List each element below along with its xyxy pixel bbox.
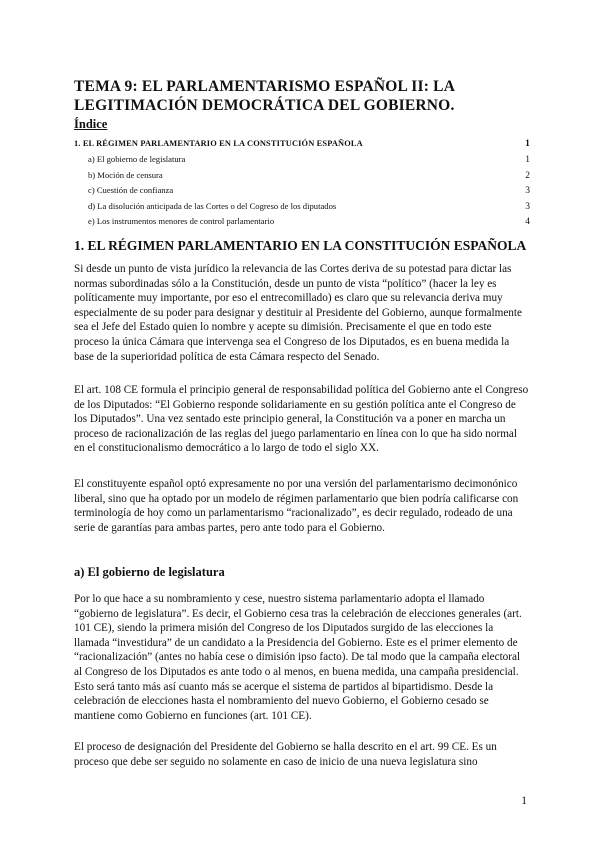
toc-entry[interactable] [74,136,530,152]
toc-entry-page: 1 [525,139,530,149]
body-paragraph: El constituyente español optó expresamente no por una versión del parlamentarismo decimonónico liberal, sino que ha optado por un modelo de régimen parlamentario que bien podría calificarse con terminología de hoy como un parlamentarismo “racionalizado”, es decir regulado, rodeado de una serie de garantías para ambas partes, pero ante todo para el Gobierno. [74,478,519,534]
document-title: TEMA 9: EL PARLAMENTARISMO ESPAÑOL II: LA LEGITIMACIÓN DEMOCRÁTICA DEL GOBIERNO. [74,78,455,114]
page-number: 1 [521,795,527,807]
toc-entry[interactable] [74,152,530,168]
toc-entry-page: 1 [525,155,530,165]
toc-entry[interactable] [74,214,530,230]
toc-entry-label: d) La disolución anticipada de las Cortes o del Cogreso de los diputados [88,200,337,211]
body-paragraph: El proceso de designación del Presidente del Gobierno se halla descrito en el art. 99 CE. Es un proceso que debe ser seguido no solamente en caso de inicio de una nueva legislatura sino [74,741,497,768]
section-heading: 1. EL RÉGIMEN PARLAMENTARIO EN LA CONSTITUCIÓN ESPAÑOLA [74,238,527,253]
toc-entry-label: b) Moción de censura [88,169,163,180]
toc-entry[interactable] [74,168,530,184]
toc-entry-page: 3 [525,186,530,197]
body-paragraph: Por lo que hace a su nombramiento y cese, nuestro sistema parlamentario adopta el llamado “gobierno de legislatura”. Es decir, el Gobierno cesa tras la celebración de elecciones generales (art. 101 CE), siendo la primera misión del Congreso de los Diputados surgido de las elecciones la llamada “investidura” de un candidato a la Presidencia del Gobierno. Este es el primer elemento de “racionalización” (antes no había cese o dimisión ipso facto). De tal modo que la campaña electoral al Congreso de los Diputados es ante todo o al menos, en buena medida, una campaña presidencial. Esto será tanto más así cuanto más se acerque el sistema de partidos al bipartidismo. Desde la celebración de elecciones hasta el nombramiento del nuevo Gobierno, el Gobierno cesado se mantiene como Gobierno en funciones (art. 101 CE). [74,593,522,722]
toc-entry-page: 2 [525,170,530,181]
body-paragraph: Si desde un punto de vista jurídico la relevancia de las Cortes deriva de su potestad para dictar las normas subordinadas sólo a la Constitución, desde un punto de vista “político” (hacer la ley es políticamente muy importante, por eso el entrecomillado) es claro que su relevancia deriva muy especialmente de su poder para designar y destituir al Presidente del Gobierno, aunque formalmente sea el Jefe del Estado quien lo nombre y acepte su dimisión. Precisamente el que en todo este proceso la única Cámara que intervenga sea el Congreso de los Diputados, es en buena medida la base de la superioridad política de esta Cámara respecto del Senado. [74,263,522,363]
toc-entry-label: c) Cuestión de confianza [88,185,174,196]
toc-entry-label: e) Los instrumentos menores de control parlamentario [88,216,275,227]
body-paragraph: El art. 108 CE formula el principio general de responsabilidad política del Gobierno ante el Congreso de los Diputados: “El Gobierno responde solidariamente en su gestión política ante el Congreso de los Diputados”. Una vez sentado este principio general, la Constitución va a poner en marcha un proceso de racionalización de las reglas del juego parlamentario en línea con lo que ha sido normal en el constitucionalismo democrático a lo largo de todo el siglo XX. [74,384,529,455]
toc-entry[interactable] [74,199,530,215]
toc-entry-page: 4 [525,217,530,228]
table-of-contents [74,136,530,230]
toc-entry-label: 1. EL RÉGIMEN PARLAMENTARIO EN LA CONSTITUCIÓN ESPAÑOLA [74,139,363,148]
subsection-heading: a) El gobierno de legislatura [74,565,225,579]
toc-entry-page: 3 [525,201,530,212]
toc-entry-label: a) El gobierno de legislatura [88,154,186,164]
toc-heading: Índice [74,117,108,131]
toc-entry[interactable] [74,183,530,199]
